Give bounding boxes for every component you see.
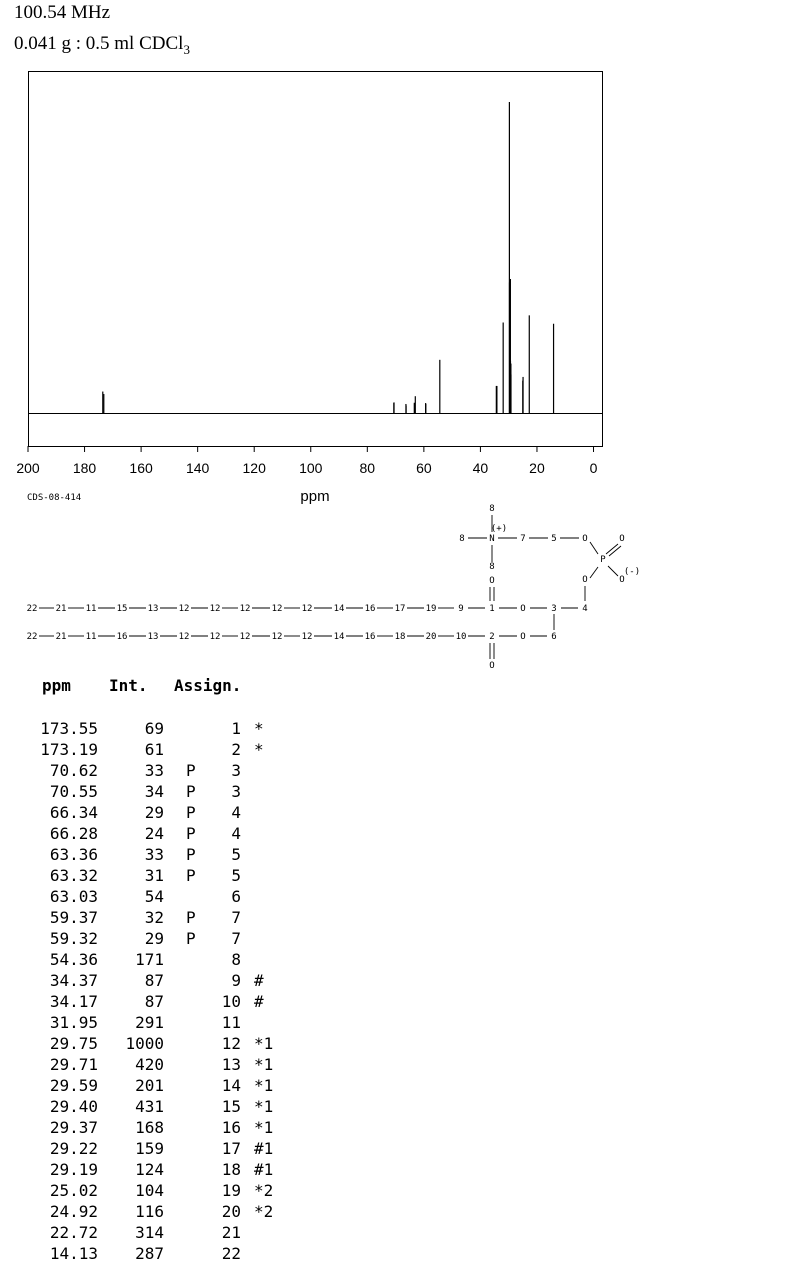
cell-num: 18 [221,1160,241,1179]
head-o-1: O [582,534,588,544]
col-header-ppm: ppm [42,676,71,695]
cell-ppm: 29.37 [49,1118,98,1137]
molecular-structure [0,500,794,672]
cell-flag: P [186,845,196,864]
carbonyl-o-1: O [489,576,495,586]
cell-num: 11 [221,1013,241,1032]
chain1-atom-14: 9 [458,604,464,614]
bb-c4: 4 [582,604,588,614]
cell-note: *2 [254,1181,274,1200]
cell-flag: P [186,929,196,948]
chain2-atom-7: 12 [239,632,251,642]
head-c7: 7 [520,534,526,544]
cell-int: 29 [144,929,164,948]
cell-ppm: 29.40 [49,1097,98,1116]
cell-ppm: 54.36 [49,950,98,969]
head-methyl-left: 8 [459,534,465,544]
x-tick-label-6: 80 [359,460,376,476]
chain2-atom-13: 20 [425,632,437,642]
chain1-atom-2: 11 [85,604,97,614]
chain1-atom-0: 22 [26,604,38,614]
chain1-atom-7: 12 [239,604,251,614]
structure-group [27,504,641,671]
cell-ppm: 70.62 [49,761,98,780]
cell-int: 87 [144,992,164,1011]
cell-note: # [254,971,264,990]
cell-num: 5 [231,845,241,864]
head-methyl-bottom: 8 [489,562,495,572]
cell-note: *1 [254,1034,274,1053]
cell-ppm: 66.28 [49,824,98,843]
chain1-atom-6: 12 [209,604,221,614]
sample-text: 0.041 g : 0.5 ml CDCl [14,33,184,54]
x-ticks-group [16,446,597,476]
chain1-atom-15: 1 [489,604,495,614]
head-o-neg: O [619,575,625,585]
x-tick-label-0: 200 [16,460,40,476]
cell-int: 124 [135,1160,164,1179]
cell-num: 9 [231,971,241,990]
head-bond-pdbl-a [606,544,618,554]
cell-num: 3 [231,761,241,780]
cell-num: 3 [231,782,241,801]
x-tick-label-1: 180 [72,460,97,476]
chain2-atom-10: 14 [333,632,345,642]
cell-int: 287 [135,1244,164,1263]
cell-num: 10 [221,992,241,1011]
bb-o-1: O [520,604,526,614]
head-c5: 5 [551,534,557,544]
cell-note: *2 [254,1202,274,1221]
bb-c6: 6 [551,632,557,642]
x-tick-label-7: 60 [416,460,432,476]
plot-frame [29,72,603,447]
cell-ppm: 66.34 [49,803,98,822]
chain1-atom-12: 17 [394,604,406,614]
cell-ppm: 29.71 [49,1055,98,1074]
cell-note: * [254,719,264,738]
cell-int: 24 [144,824,164,843]
head-o-2: O [582,575,588,585]
cell-num: 4 [231,824,241,843]
head-charge-neg: (-) [623,567,641,577]
chain2-atom-0: 22 [26,632,38,642]
cell-num: 12 [221,1034,241,1053]
cell-num: 8 [231,950,241,969]
x-tick-label-8: 40 [472,460,489,476]
cell-num: 13 [221,1055,241,1074]
cell-int: 29 [144,803,164,822]
x-tick-label-9: 20 [529,460,545,476]
cell-num: 17 [221,1139,241,1158]
cell-int: 314 [135,1223,164,1242]
cell-ppm: 14.13 [49,1244,98,1263]
chain1-atom-1: 21 [55,604,67,614]
cell-int: 33 [144,761,164,780]
spectrometer-frequency: 100.54 MHz [14,2,111,23]
cell-num: 7 [231,929,241,948]
chain2-atom-11: 16 [364,632,376,642]
chain2-atom-14: 10 [455,632,467,642]
chain1-atom-13: 19 [425,604,437,614]
cell-num: 19 [221,1181,241,1200]
cell-note: #1 [254,1160,274,1179]
cell-int: 31 [144,866,164,885]
cell-note: *1 [254,1076,274,1095]
x-tick-label-5: 100 [299,460,323,476]
cell-num: 4 [231,803,241,822]
chain1-atom-8: 12 [271,604,283,614]
cell-int: 54 [144,887,164,906]
head-bond-pneg [608,566,618,576]
cell-num: 2 [231,740,241,759]
cell-num: 15 [221,1097,241,1116]
col-header-int: Int. [109,676,148,695]
cell-ppm: 173.19 [40,740,98,759]
cell-int: 201 [135,1076,164,1095]
cell-flag: P [186,908,196,927]
cell-int: 291 [135,1013,164,1032]
cell-num: 21 [221,1223,241,1242]
cell-ppm: 24.92 [49,1202,98,1221]
cell-num: 7 [231,908,241,927]
chain2-atom-12: 18 [394,632,406,642]
cell-int: 69 [144,719,164,738]
cell-ppm: 29.59 [49,1076,98,1095]
chain2-atom-2: 11 [85,632,97,642]
head-methyl-top: 8 [489,504,495,514]
cell-int: 33 [144,845,164,864]
cell-note: * [254,740,264,759]
cell-int: 420 [135,1055,164,1074]
cell-flag: P [186,803,196,822]
carbonyl-o-2: O [489,661,495,671]
cell-ppm: 63.32 [49,866,98,885]
chain2-atom-1: 21 [55,632,67,642]
x-tick-label-10: 0 [589,460,598,476]
chain2-atom-3: 16 [116,632,128,642]
chain1-atom-5: 12 [178,604,190,614]
head-p: P [600,555,606,565]
cell-ppm: 59.37 [49,908,98,927]
cell-int: 116 [135,1202,164,1221]
cell-ppm: 63.36 [49,845,98,864]
x-tick-label-3: 140 [185,460,210,476]
cell-ppm: 22.72 [49,1223,98,1242]
chain2-atom-4: 13 [147,632,159,642]
cell-flag: P [186,782,196,801]
cell-note: #1 [254,1139,274,1158]
cell-flag: P [186,866,196,885]
chain2-atom-5: 12 [178,632,190,642]
sample-subscript: 3 [183,41,190,57]
cell-ppm: 29.22 [49,1139,98,1158]
bb-c3: 3 [551,604,557,614]
cell-ppm: 31.95 [49,1013,98,1032]
chain2-atom-15: 2 [489,632,495,642]
chain1-atom-3: 15 [116,604,128,614]
cell-note: *1 [254,1097,274,1116]
cell-flag: P [186,761,196,780]
cell-int: 431 [135,1097,164,1116]
col-header-assign: Assign. [174,676,242,695]
cell-int: 32 [144,908,164,927]
head-n: N [489,534,495,544]
cell-note: *1 [254,1055,274,1074]
bb-o-2: O [520,632,526,642]
cell-int: 34 [144,782,164,801]
cell-ppm: 29.19 [49,1160,98,1179]
chain2-atom-8: 12 [271,632,283,642]
cell-note: *1 [254,1118,274,1137]
head-bond-op [590,542,598,554]
cell-num: 6 [231,887,241,906]
nmr-spectrum-chart [0,0,794,510]
head-o-dbl: O [619,534,625,544]
cell-num: 1 [231,719,241,738]
cell-num: 14 [221,1076,241,1095]
head-bond-pdbl-b [609,546,621,556]
cell-int: 87 [144,971,164,990]
chain1-atom-11: 16 [364,604,376,614]
cell-note: # [254,992,264,1011]
cell-flag: P [186,824,196,843]
chain2-atom-9: 12 [301,632,313,642]
cell-int: 171 [135,950,164,969]
head-bond-po2 [590,567,598,578]
chain1-atom-10: 14 [333,604,345,614]
cell-ppm: 59.32 [49,929,98,948]
cell-int: 168 [135,1118,164,1137]
cell-num: 16 [221,1118,241,1137]
cell-int: 61 [144,740,164,759]
cell-ppm: 29.75 [49,1034,98,1053]
cell-ppm: 63.03 [49,887,98,906]
chain1-atom-4: 13 [147,604,159,614]
head-charge-pos: (+) [490,524,508,534]
cell-ppm: 70.55 [49,782,98,801]
cell-ppm: 25.02 [49,1181,98,1200]
cell-ppm: 34.37 [49,971,98,990]
cell-num: 20 [221,1202,241,1221]
chain2-atom-6: 12 [209,632,221,642]
x-tick-label-2: 160 [129,460,153,476]
cell-ppm: 173.55 [40,719,98,738]
peaks-group [103,102,554,413]
cell-int: 159 [135,1139,164,1158]
chain1-atom-9: 12 [301,604,313,614]
cell-num: 5 [231,866,241,885]
cell-num: 22 [221,1244,241,1263]
x-tick-label-4: 120 [242,460,266,476]
cell-ppm: 34.17 [49,992,98,1011]
cell-int: 1000 [125,1034,164,1053]
spectrum-code: CDS-08-414 [27,493,82,503]
x-axis-label: ppm [300,488,330,505]
cell-int: 104 [135,1181,164,1200]
